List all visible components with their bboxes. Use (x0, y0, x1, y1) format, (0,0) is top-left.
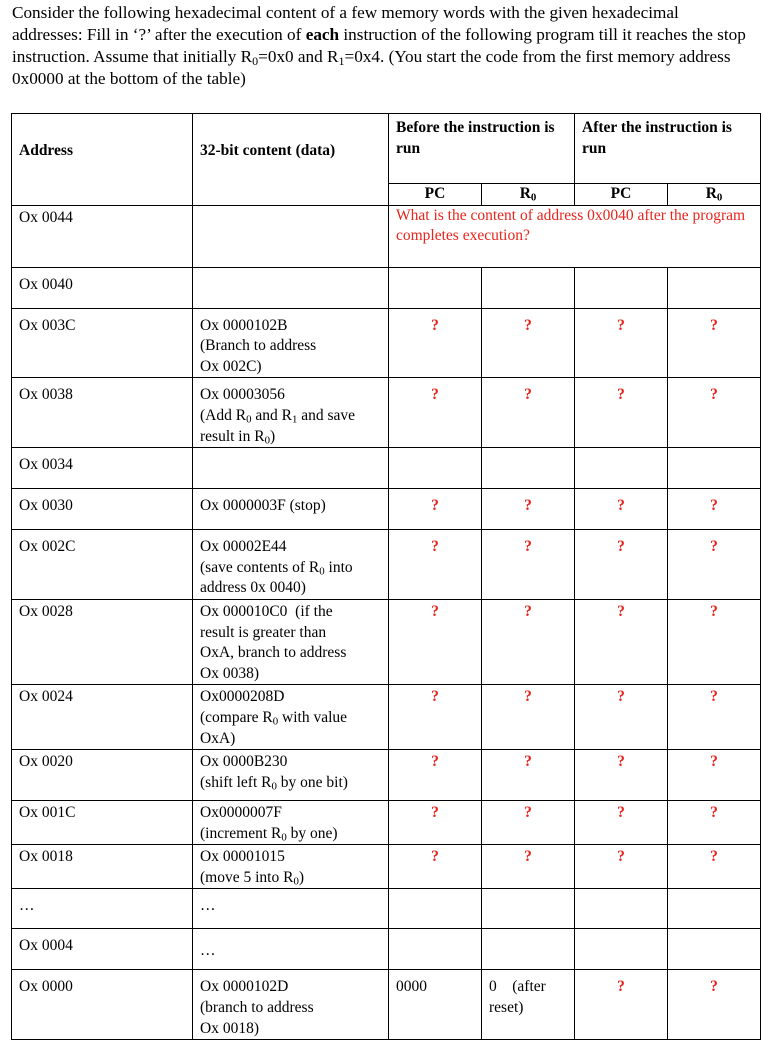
content-cell: Ox 0000102B (Branch to address Ox 002C) (193, 308, 389, 378)
address-cell: Ox 0024 (12, 685, 193, 750)
table-row (12, 599, 761, 684)
header-address: Address (12, 114, 193, 206)
address-cell: Ox 003C (12, 308, 193, 378)
answer-after-r0[interactable]: ? (668, 801, 761, 845)
content-cell: … (193, 889, 389, 929)
answer-before-pc[interactable]: ? (389, 845, 482, 889)
address-cell: Ox 0000 (12, 970, 193, 1040)
answer-after-pc[interactable]: ? (575, 308, 668, 378)
address-cell: Ox 0028 (12, 599, 193, 684)
answer-after-pc[interactable]: ? (575, 378, 668, 448)
content-cell: Ox 0000003F (stop) (193, 489, 389, 530)
answer-before-pc[interactable]: ? (389, 801, 482, 845)
header-after-r0: $R_0$ (668, 184, 761, 206)
header-content: 32-bit content (data) (193, 114, 389, 206)
answer-before-pc[interactable]: ? (389, 685, 482, 750)
table-row (12, 801, 761, 845)
address-cell: Ox 002C (12, 530, 193, 600)
answer-before-r0[interactable]: ? (482, 750, 575, 801)
answer-before-r0[interactable]: ? (482, 489, 575, 530)
table-row (12, 308, 761, 378)
address-cell: Ox 0038 (12, 378, 193, 448)
table-row (12, 845, 761, 889)
question-note: What is the content of address 0x0040 after the program completes execution? (389, 205, 761, 267)
answer-after-r0[interactable]: ? (668, 308, 761, 378)
address-cell: Ox 001C (12, 801, 193, 845)
answer-after-pc[interactable]: ? (575, 970, 668, 1040)
header-after: After the instruction is run (575, 114, 761, 184)
address-cell: Ox 0018 (12, 845, 193, 889)
table-row (12, 750, 761, 801)
content-cell: Ox 0000102D (branch to address Ox 0018) (193, 970, 389, 1040)
table-row (12, 448, 761, 489)
table-row (12, 530, 761, 600)
header-before: Before the instruction is run (389, 114, 575, 184)
answer-after-r0[interactable]: ? (668, 378, 761, 448)
answer-before-r0[interactable]: ? (482, 599, 575, 684)
content-cell: Ox 000010C0 (if the result is greater than OxA, branch to address Ox 0038) (193, 599, 389, 684)
table-row (12, 685, 761, 750)
answer-before-pc[interactable]: ? (389, 308, 482, 378)
answer-before-r0[interactable]: ? (482, 845, 575, 889)
table-row (12, 267, 761, 308)
header-before-pc: PC (389, 184, 482, 206)
answer-after-r0[interactable]: ? (668, 685, 761, 750)
answer-before-r0[interactable]: ? (482, 685, 575, 750)
answer-after-pc[interactable]: ? (575, 530, 668, 600)
address-cell: Ox 0040 (12, 267, 193, 308)
content-cell: Ox 00002E44 (save contents of $R_0$ into address 0x 0040) (193, 530, 389, 600)
answer-before-r0[interactable]: ? (482, 378, 575, 448)
answer-after-pc[interactable]: ? (575, 801, 668, 845)
memory-table (11, 113, 761, 1040)
content-cell (193, 205, 389, 267)
table-row (12, 489, 761, 530)
problem-statement: Consider the following hexadecimal content of a few memory words with the given hexadecimal addresses: Fill in ‘?’ after the execution of each instruction of the following program till it reaches the stop instruction. Assume that initially $R_0=0x0$ and $R_1=0x4$. (You start the code from the first memory address 0x0000 at the bottom of the table) (12, 3, 746, 88)
before-pc-value: 0000 (389, 970, 482, 1040)
address-cell: Ox 0030 (12, 489, 193, 530)
header-after-pc: PC (575, 184, 668, 206)
answer-after-r0[interactable]: ? (668, 489, 761, 530)
answer-before-r0[interactable]: ? (482, 308, 575, 378)
content-cell: Ox 0000B230 (shift left $R_0$ by one bit) (193, 750, 389, 801)
answer-after-r0[interactable]: ? (668, 530, 761, 600)
answer-after-r0[interactable]: ? (668, 970, 761, 1040)
content-cell: Ox 00001015 (move 5 into $R_0$) (193, 845, 389, 889)
answer-before-pc[interactable]: ? (389, 378, 482, 448)
table-row (12, 889, 761, 929)
address-cell: Ox 0034 (12, 448, 193, 489)
table-row (12, 378, 761, 448)
content-cell: Ox 00003056 (Add $R_0$ and $R_1$ and save result in $R_0$) (193, 378, 389, 448)
table-row (12, 929, 761, 970)
answer-after-r0[interactable]: ? (668, 750, 761, 801)
header-before-r0: $R_0$ (482, 184, 575, 206)
answer-before-r0[interactable]: ? (482, 530, 575, 600)
address-cell: Ox 0004 (12, 929, 193, 970)
answer-before-pc[interactable]: ? (389, 489, 482, 530)
table-row (12, 970, 761, 1040)
address-cell: … (12, 889, 193, 929)
before-r0-value: 0 (after reset) (482, 970, 575, 1040)
answer-after-pc[interactable]: ? (575, 489, 668, 530)
table-row (12, 205, 761, 267)
address-cell: Ox 0020 (12, 750, 193, 801)
answer-before-pc[interactable]: ? (389, 750, 482, 801)
answer-after-pc[interactable]: ? (575, 685, 668, 750)
address-cell: Ox 0044 (12, 205, 193, 267)
answer-after-pc[interactable]: ? (575, 599, 668, 684)
answer-after-r0[interactable]: ? (668, 599, 761, 684)
answer-after-pc[interactable]: ? (575, 845, 668, 889)
answer-after-r0[interactable]: ? (668, 845, 761, 889)
content-cell: Ox0000208D (compare $R_0$ with value OxA) (193, 685, 389, 750)
answer-before-pc[interactable]: ? (389, 530, 482, 600)
answer-before-r0[interactable]: ? (482, 801, 575, 845)
answer-before-pc[interactable]: ? (389, 599, 482, 684)
answer-after-pc[interactable]: ? (575, 750, 668, 801)
content-cell: Ox0000007F (increment $R_0$ by one) (193, 801, 389, 845)
content-cell: … (193, 929, 389, 970)
